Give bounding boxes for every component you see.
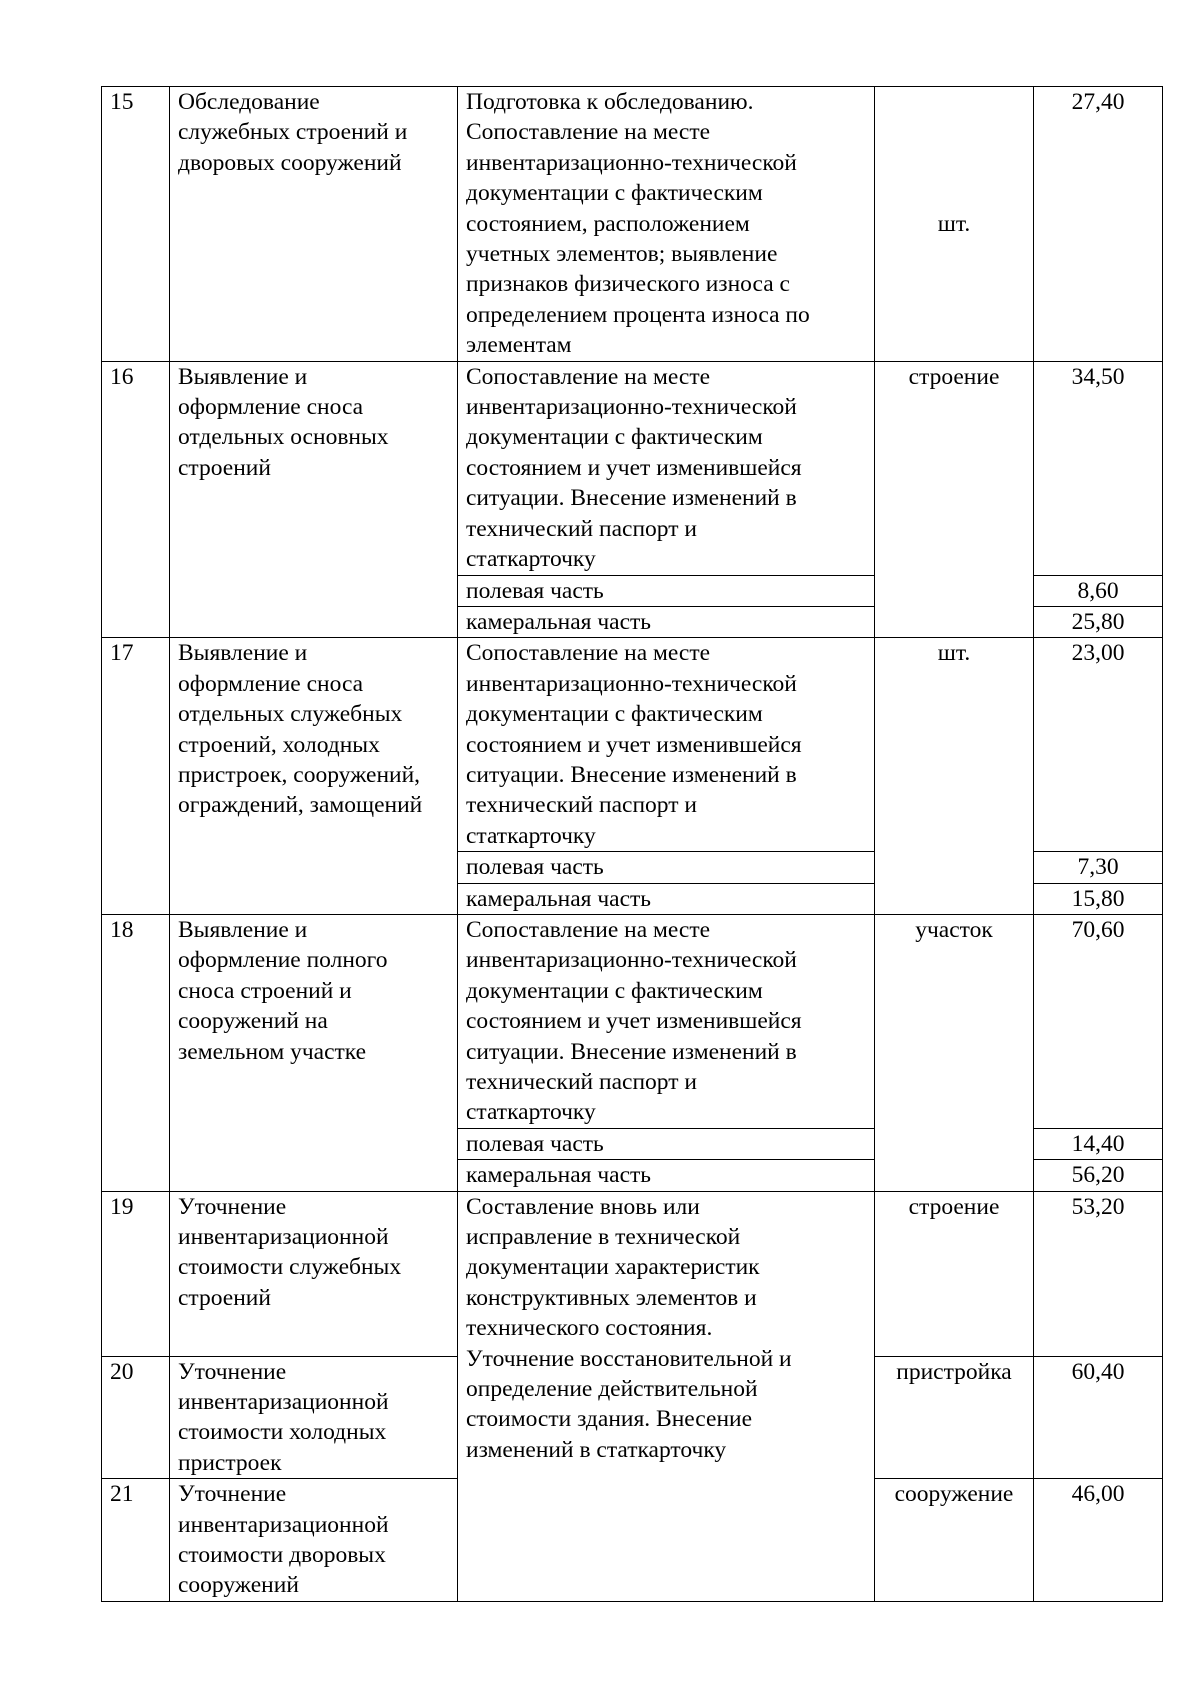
work-name: Выявление и оформление полного сноса строений и сооружений на земельном участке bbox=[170, 914, 458, 1191]
price-value: 34,50 bbox=[1034, 361, 1163, 575]
sub-item-label: полевая часть bbox=[458, 1128, 875, 1159]
sub-item-price: 15,80 bbox=[1034, 883, 1163, 914]
row-number: 16 bbox=[102, 361, 170, 638]
work-description: Сопоставление на месте инвентаризационно-технической документации с фактическим состоянием и учет изменившейся ситуации. Внесение изменений в технический паспорт и статкарточку bbox=[458, 638, 875, 852]
work-name: Уточнение инвентаризационной стоимости холодных пристроек bbox=[170, 1356, 458, 1479]
row-number: 19 bbox=[102, 1191, 170, 1356]
unit-of-measure: строение bbox=[875, 1191, 1034, 1356]
norms-table bbox=[101, 86, 1163, 1602]
price-value: 60,40 bbox=[1034, 1356, 1163, 1479]
row-number: 15 bbox=[102, 87, 170, 362]
unit-of-measure: шт. bbox=[875, 638, 1034, 915]
sub-item-price: 8,60 bbox=[1034, 575, 1163, 606]
sub-item-price: 25,80 bbox=[1034, 606, 1163, 637]
sub-item-label: полевая часть bbox=[458, 852, 875, 883]
work-name: Уточнение инвентаризационной стоимости дворовых сооружений bbox=[170, 1479, 458, 1602]
work-name: Уточнение инвентаризационной стоимости служебных строений bbox=[170, 1191, 458, 1356]
unit-of-measure: пристройка bbox=[875, 1356, 1034, 1479]
price-value: 46,00 bbox=[1034, 1479, 1163, 1602]
work-description: Сопоставление на месте инвентаризационно-технической документации с фактическим состоянием и учет изменившейся ситуации. Внесение изменений в технический паспорт и статкарточку bbox=[458, 361, 875, 575]
table-row bbox=[102, 638, 1163, 852]
sub-item-price: 14,40 bbox=[1034, 1128, 1163, 1159]
sub-item-label: камеральная часть bbox=[458, 606, 875, 637]
price-value: 70,60 bbox=[1034, 914, 1163, 1128]
price-value: 27,40 bbox=[1034, 87, 1163, 362]
unit-of-measure: сооружение bbox=[875, 1479, 1034, 1602]
unit-of-measure: строение bbox=[875, 361, 1034, 638]
table-row bbox=[102, 1191, 1163, 1356]
work-name: Выявление и оформление сноса отдельных основных строений bbox=[170, 361, 458, 638]
unit-of-measure: участок bbox=[875, 914, 1034, 1191]
work-description: Подготовка к обследованию. Сопоставление на месте инвентаризационно-технической документации с фактическим состоянием, расположением учетных элементов; выявление признаков физического износа с определением процента износа по элементам bbox=[458, 87, 875, 362]
table-row bbox=[102, 914, 1163, 1128]
row-number: 17 bbox=[102, 638, 170, 915]
sub-item-label: камеральная часть bbox=[458, 883, 875, 914]
table-row bbox=[102, 87, 1163, 362]
work-description: Составление вновь или исправление в технической документации характеристик конструктивных элементов и технического состояния. Уточнение восстановительной и определение действительной стоимости здания. Внесение изменений в статкарточку bbox=[458, 1191, 875, 1602]
price-value: 53,20 bbox=[1034, 1191, 1163, 1356]
sub-item-price: 56,20 bbox=[1034, 1160, 1163, 1191]
sub-item-label: полевая часть bbox=[458, 575, 875, 606]
row-number: 18 bbox=[102, 914, 170, 1191]
table-row bbox=[102, 361, 1163, 575]
work-name: Обследование служебных строений и дворовых сооружений bbox=[170, 87, 458, 362]
work-name: Выявление и оформление сноса отдельных служебных строений, холодных пристроек, сооружений, ограждений, замощений bbox=[170, 638, 458, 915]
price-value: 23,00 bbox=[1034, 638, 1163, 852]
work-description: Сопоставление на месте инвентаризационно-технической документации с фактическим состоянием и учет изменившейся ситуации. Внесение изменений в технический паспорт и статкарточку bbox=[458, 914, 875, 1128]
row-number: 20 bbox=[102, 1356, 170, 1479]
unit-of-measure: шт. bbox=[875, 87, 1034, 362]
sub-item-price: 7,30 bbox=[1034, 852, 1163, 883]
row-number: 21 bbox=[102, 1479, 170, 1602]
sub-item-label: камеральная часть bbox=[458, 1160, 875, 1191]
